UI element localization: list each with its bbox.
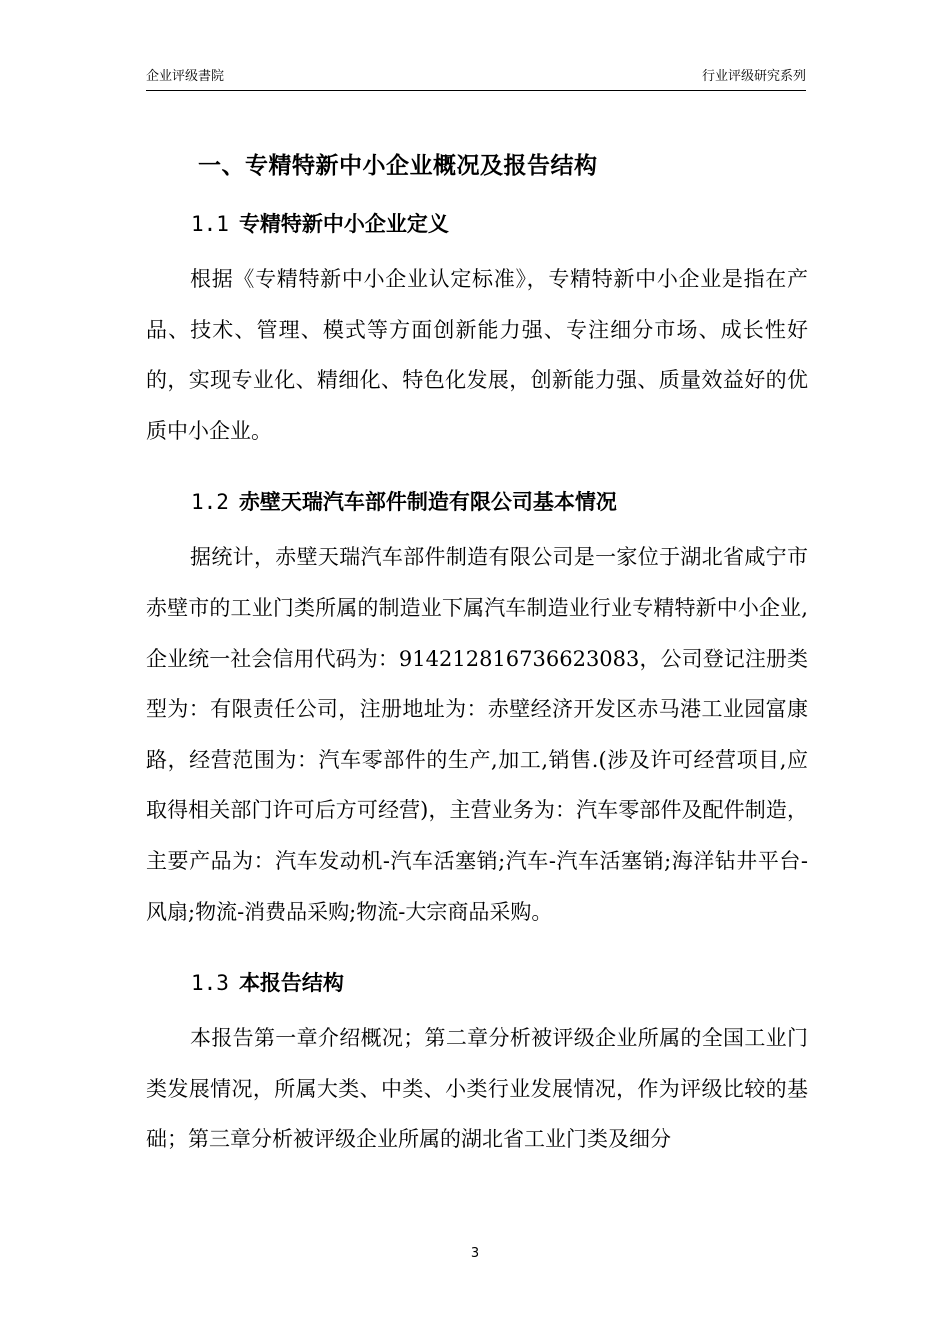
section-paragraph-1-3: 本报告第一章介绍概况；第二章分析被评级企业所属的全国工业门类发展情况，所属大类、中类、小类行业发展情况，作为评级比较的基础；第三章分析被评级企业所属的湖北省工业门类及细分 [146, 1026, 808, 1152]
section-number: 1.1 [191, 212, 229, 236]
section-paragraph-1-1: 根据《专精特新中小企业认定标准》，专精特新中小企业是指在产品、技术、管理、模式等方面创新能力强、专注细分市场、成长性好的，实现专业化、精细化、特色化发展，创新能力强、质量效益好的优质中小企业。 [146, 267, 808, 443]
section-number: 1.3 [191, 971, 229, 996]
header-right-text: 行业评级研究系列 [701, 69, 806, 84]
section-number: 1.2 [191, 490, 229, 515]
section-title: 本报告结构 [238, 971, 344, 996]
page-content [146, 140, 808, 1185]
page-header [146, 66, 806, 91]
section-title: 专精特新中小企业定义 [238, 212, 449, 236]
page-number: 3 [470, 1246, 480, 1261]
section-paragraph-1-2: 据统计，赤壁天瑞汽车部件制造有限公司是一家位于湖北省咸宁市赤壁市的工业门类所属的制造业下属汽车制造业行业专精特新中小企业,企业统一社会信用代码为：914212816736623083，公司登记注册类型为：有限责任公司，注册地址为：赤壁经济开发区赤马港工业园富康路，经营范围为：汽车零部件的生产,加工,销售.(涉及许可经营项目,应取得相关部门许可后方可经营)，主营业务为：汽车零部件及配件制造，主要产品为：汽车发动机-汽车活塞销;汽车-汽车活塞销;海洋钻井平台-风扇;物流-消费品采购;物流-大宗商品采购。 [146, 545, 808, 924]
chapter-title: 一、专精特新中小企业概况及报告结构 [198, 153, 598, 179]
section-heading-1-1 [191, 198, 808, 250]
section-title: 赤壁天瑞汽车部件制造有限公司基本情况 [238, 490, 617, 515]
section-heading-1-2 [191, 476, 808, 528]
section-heading-1-3 [191, 957, 808, 1009]
header-left-text: 企业评级書院 [146, 69, 225, 84]
